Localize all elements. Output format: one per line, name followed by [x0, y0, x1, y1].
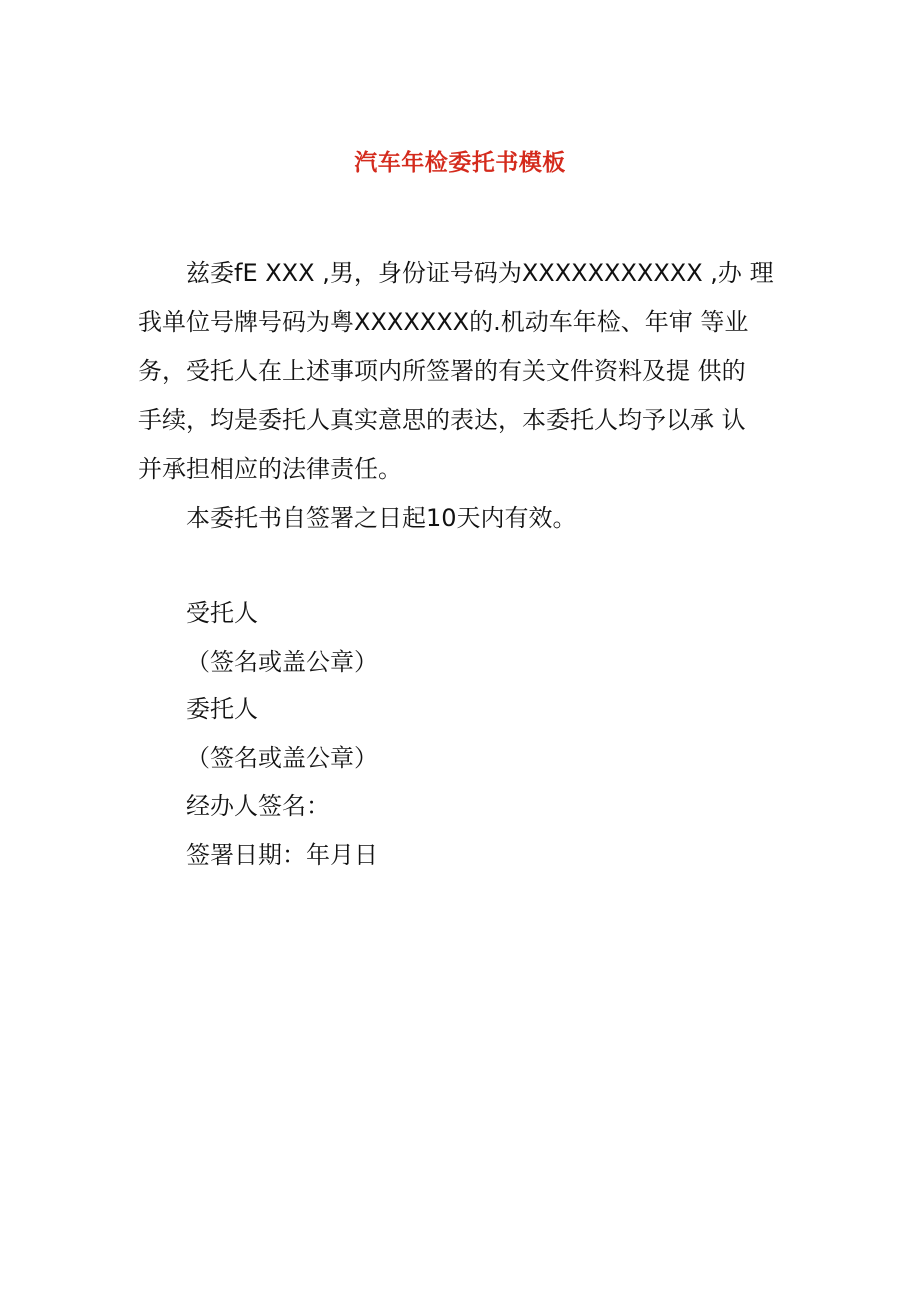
paragraph1-line2: 我单位号牌号码为粤XXXXXXX的.机动车年检、年审 等业	[138, 308, 749, 336]
principal-signature-note: （签名或盖公章）	[186, 744, 378, 772]
paragraph1-line1: 兹委fE XXX ,男，身份证号码为XXXXXXXXXXX ,办 理	[186, 259, 774, 287]
document-title: 汽车年检委托书模板	[354, 150, 566, 176]
trustee-label: 受托人	[186, 599, 258, 627]
trustee-signature-note: （签名或盖公章）	[186, 648, 378, 676]
paragraph1-line4: 手续，均是委托人真实意思的表达，本委托人均予以承 认	[138, 406, 746, 434]
paragraph1-line3: 务，受托人在上述事项内所签署的有关文件资料及提 供的	[138, 357, 746, 385]
handler-signature-label: 经办人签名：	[186, 792, 330, 820]
signing-date-label: 签署日期：年月日	[186, 841, 378, 869]
principal-label: 委托人	[186, 695, 258, 723]
paragraph1-line5: 并承担相应的法律责任。	[138, 455, 402, 483]
validity-paragraph: 本委托书自签署之日起10天内有效。	[186, 504, 577, 532]
